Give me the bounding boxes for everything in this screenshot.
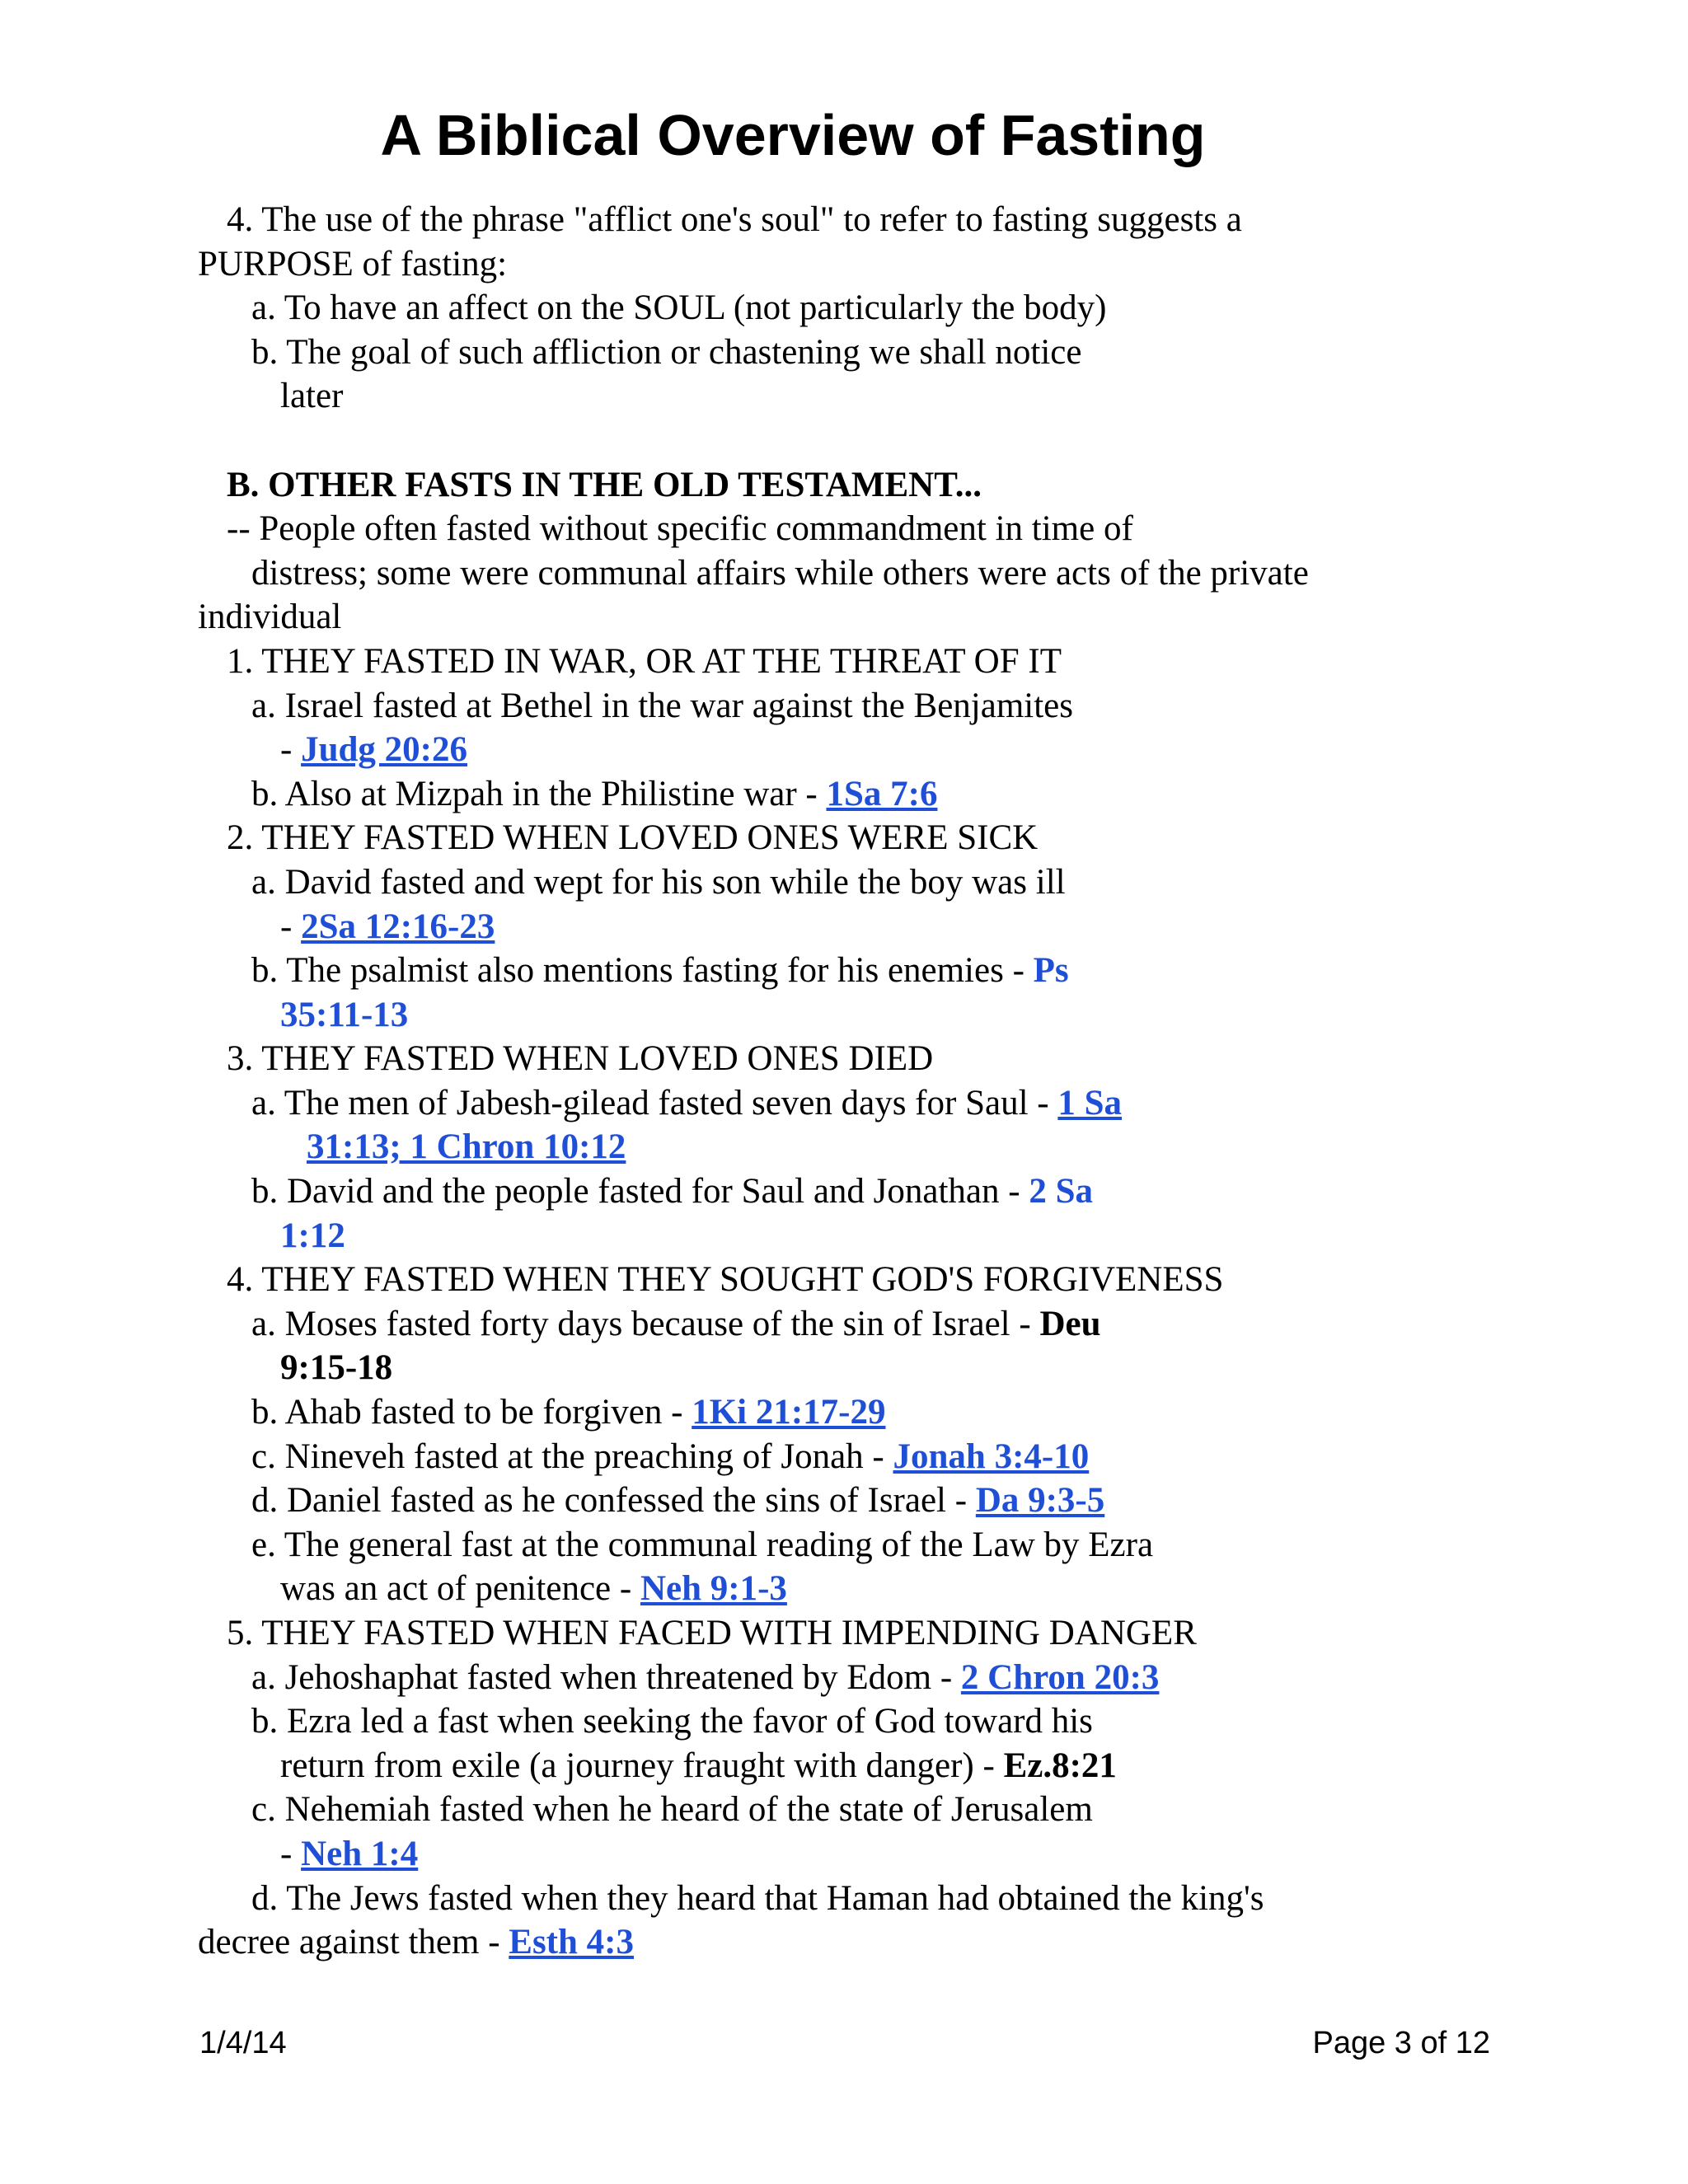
footer-page-number: Page 3 of 12 xyxy=(1312,2026,1490,2060)
scripture-ref: 35:11-13 xyxy=(280,995,409,1034)
list-item xyxy=(198,1169,1500,1214)
list-item-continuation xyxy=(198,993,1500,1038)
scripture-link[interactable]: Esth 4:3 xyxy=(509,1923,634,1962)
point-heading: 3. THEY FASTED WHEN LOVED ONES DIED xyxy=(227,1039,934,1079)
list-item: d. The Jews fasted when they heard that Haman had obtained the king's xyxy=(251,1878,1264,1918)
scripture-link[interactable]: 1Ki 21:17-29 xyxy=(692,1393,886,1432)
section-heading xyxy=(198,463,1500,508)
footer-date: 1/4/14 xyxy=(199,2026,287,2060)
list-item-continuation xyxy=(198,728,1500,772)
point-heading: 2. THEY FASTED WHEN LOVED ONES WERE SICK xyxy=(227,818,1039,858)
list-item-text: a. Jehoshaphat fasted when threatened by Edom - xyxy=(251,1657,961,1697)
scripture-link[interactable]: 1Sa 7:6 xyxy=(826,774,938,813)
list-item xyxy=(198,1435,1500,1479)
dash: - xyxy=(280,907,302,946)
list-item-continuation xyxy=(198,1567,1500,1611)
list-item-text: d. Daniel fasted as he confessed the sins of Israel - xyxy=(251,1481,976,1521)
point-heading: 5. THEY FASTED WHEN FACED WITH IMPENDING DANGER xyxy=(227,1614,1197,1652)
document-body xyxy=(198,198,1500,1965)
dash: - xyxy=(280,730,302,770)
scripture-ref: Deu xyxy=(1039,1304,1101,1343)
scripture-link[interactable]: 2Sa 12:16-23 xyxy=(301,907,495,946)
scripture-ref: Ps xyxy=(1033,951,1069,991)
list-item-text: was an act of penitence - xyxy=(280,1569,640,1609)
list-item: a. David fasted and wept for his son while the boy was ill xyxy=(251,862,1066,902)
paragraph-line: individual xyxy=(198,598,342,637)
list-item-continuation xyxy=(198,1744,1500,1788)
point-heading: 4. THEY FASTED WHEN THEY SOUGHT GOD'S FORGIVENESS xyxy=(227,1260,1224,1300)
section-heading-text: B. OTHER FASTS IN THE OLD TESTAMENT... xyxy=(227,465,982,504)
list-item xyxy=(198,772,1500,817)
list-item-text: b. Ahab fasted to be forgiven - xyxy=(251,1393,692,1432)
scripture-ref: 9:15-18 xyxy=(280,1348,393,1388)
list-item-text: decree against them - xyxy=(198,1923,509,1962)
list-item-text: return from exile (a journey fraught with danger) - xyxy=(280,1746,1004,1785)
list-item-text: a. Moses fasted forty days because of the sin of Israel - xyxy=(251,1304,1040,1343)
scripture-link[interactable]: 2 Chron 20:3 xyxy=(960,1657,1160,1697)
scripture-link[interactable]: 31:13; 1 Chron 10:12 xyxy=(307,1127,626,1167)
list-item-continuation xyxy=(198,1214,1500,1258)
scripture-link[interactable]: Jonah 3:4-10 xyxy=(893,1436,1090,1476)
list-item: c. Nehemiah fasted when he heard of the state of Jerusalem xyxy=(251,1790,1093,1830)
list-item: a. Israel fasted at Bethel in the war against the Benjamites xyxy=(251,686,1073,725)
scripture-ref: 2 Sa xyxy=(1029,1172,1094,1212)
list-item: b. The goal of such affliction or chastening we shall notice xyxy=(251,332,1082,372)
list-item xyxy=(198,1479,1500,1523)
scripture-link[interactable]: Da 9:3-5 xyxy=(975,1481,1105,1521)
list-item: b. Ezra led a fast when seeking the favor of God toward his xyxy=(251,1702,1093,1741)
scripture-ref: Ez.8:21 xyxy=(1003,1746,1117,1785)
list-item-text: b. The psalmist also mentions fasting for his enemies - xyxy=(251,951,1034,991)
list-item-text: c. Nineveh fasted at the preaching of Jonah - xyxy=(251,1436,893,1476)
list-item-text: a. The men of Jabesh-gilead fasted seven days for Saul - xyxy=(251,1083,1058,1122)
paragraph-line: 4. The use of the phrase "afflict one's soul" to refer to fasting suggests a xyxy=(227,200,1242,239)
scripture-link[interactable]: Neh 1:4 xyxy=(301,1834,419,1873)
scripture-link[interactable]: Neh 9:1-3 xyxy=(640,1569,787,1609)
list-item xyxy=(198,1302,1500,1347)
dash: - xyxy=(280,1834,302,1873)
blank-line xyxy=(198,419,1500,463)
list-item-continuation xyxy=(198,1920,1500,1965)
point-heading: 1. THEY FASTED IN WAR, OR AT THE THREAT OF IT xyxy=(227,641,1062,681)
list-item-continuation xyxy=(198,1832,1500,1877)
list-item-text: b. David and the people fasted for Saul and Jonathan - xyxy=(251,1172,1029,1212)
paragraph-line: distress; some were communal affairs while others were acts of the private xyxy=(251,553,1309,593)
list-item xyxy=(198,949,1500,993)
list-item: e. The general fast at the communal reading of the Law by Ezra xyxy=(251,1525,1154,1564)
paragraph-line: PURPOSE of fasting: xyxy=(198,244,508,284)
list-item-continuation xyxy=(198,1346,1500,1390)
paragraph-line: -- People often fasted without specific commandment in time of xyxy=(227,509,1133,549)
list-item-continuation: later xyxy=(280,377,344,416)
scripture-link[interactable]: Judg 20:26 xyxy=(301,730,467,770)
list-item: a. To have an affect on the SOUL (not particularly the body) xyxy=(251,288,1107,328)
page-title: A Biblical Overview of Fasting xyxy=(380,103,1206,167)
list-item-continuation xyxy=(198,905,1500,949)
list-item xyxy=(198,1390,1500,1435)
list-item-text: b. Also at Mizpah in the Philistine war - xyxy=(251,774,827,813)
list-item xyxy=(198,1081,1500,1126)
list-item-continuation xyxy=(198,1125,1500,1169)
list-item xyxy=(198,1656,1500,1700)
scripture-link[interactable]: 1 Sa xyxy=(1057,1083,1123,1122)
scripture-ref: 1:12 xyxy=(280,1216,345,1255)
